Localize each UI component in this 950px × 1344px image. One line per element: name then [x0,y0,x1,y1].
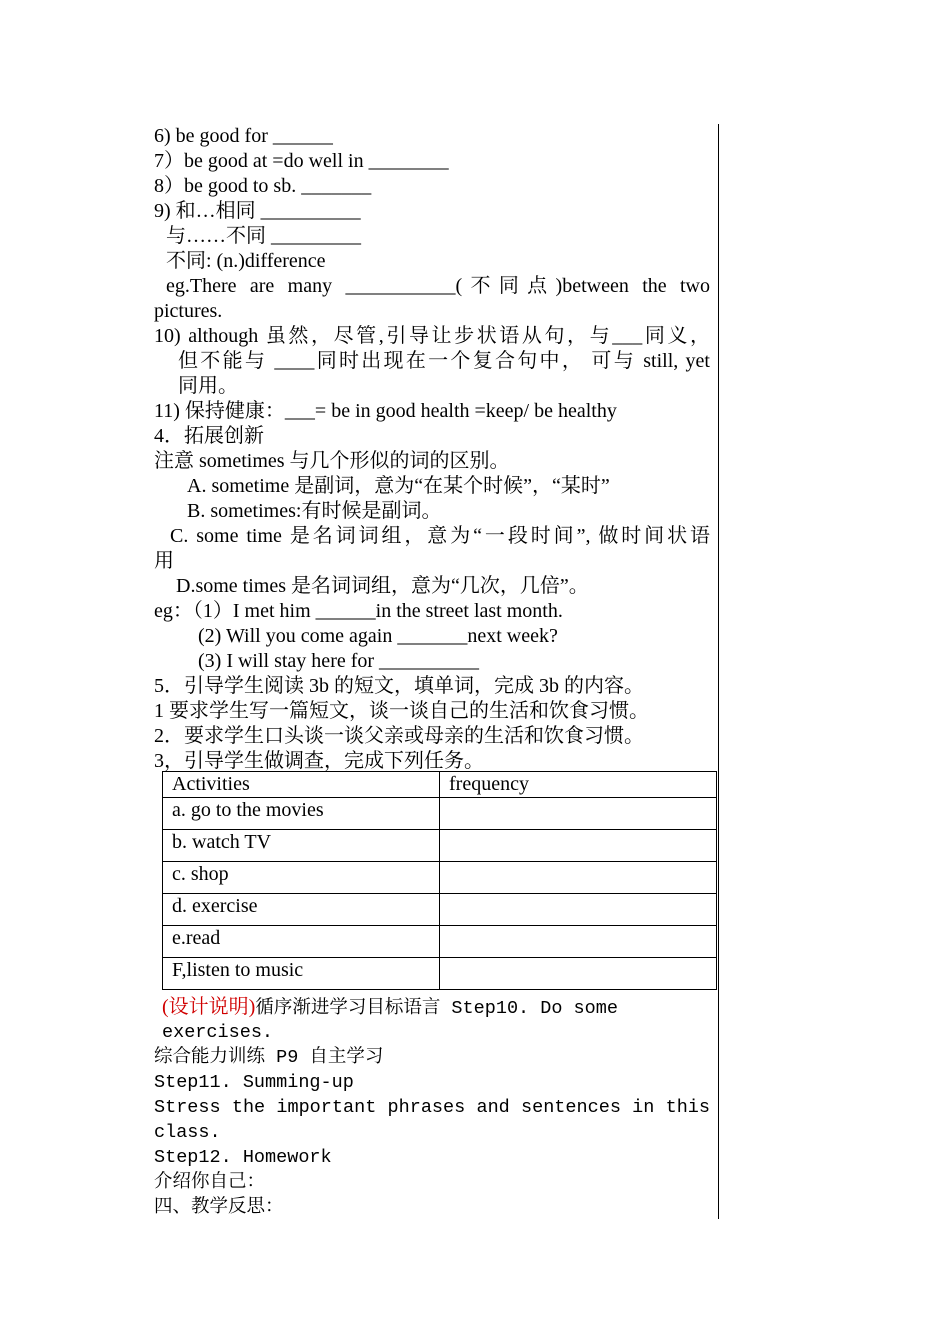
frequency-cell[interactable] [440,830,717,862]
line-9e: pictures. [154,300,223,322]
line-9b: 与……不同 _________ [166,225,361,247]
note-b: B. sometimes:有时候是副词。 [187,500,442,522]
line-11: 11) 保持健康：___= be in good health =keep/ be healthy [154,400,617,422]
activity-cell: a. go to the movies [163,798,440,830]
note-d: D.some times 是名词词组，意为“几次，几倍”。 [176,575,589,597]
reflection-heading: 四、教学反思： [154,1197,284,1218]
frequency-cell[interactable] [440,862,717,894]
table-header-row [163,772,717,798]
table-row [163,958,717,990]
example-3: (3) I will stay here for __________ [198,650,480,672]
design-label: (设计说明) [162,996,256,1018]
header-frequency: frequency [440,772,717,798]
header-activities: Activities [163,772,440,798]
step11-heading: Step11. Summing-up [154,1072,354,1093]
line-10c: 同用。 [178,375,238,397]
task-1: 1 要求学生写一篇短文，谈一谈自己的生活和饮食习惯。 [154,700,649,722]
note-c: C. some time 是名词词组，意为“一段时间”, 做时间状语 [170,525,710,547]
example-2: (2) Will you come again _______next week? [198,625,558,647]
note-a: A. sometime 是副词，意为“在某个时候”，“某时” [187,475,610,497]
stress-line-cont: class. [154,1122,221,1143]
line-9c: 不同: (n.)difference [166,250,326,272]
line-7: 7）be good at =do well in ________ [154,150,449,172]
table-row [163,926,717,958]
note-c2: 用 [154,550,174,572]
stress-line: Stress the important phrases and sentences in this [154,1097,710,1118]
design-note-cont: exercises. [162,1022,274,1043]
frequency-cell[interactable] [440,798,717,830]
line-10b: 但不能与 ____同时出现在一个复合句中， 可与 still, yet [178,350,710,372]
frequency-cell[interactable] [440,926,717,958]
note-heading: 注意 sometimes 与几个形似的词的区别。 [154,450,510,472]
design-text: 循序渐进学习目标语言 Step10. Do some [255,998,618,1019]
table-row [163,894,717,926]
table-row [163,862,717,894]
p9-line: 综合能力训练 P9 自主学习 [154,1047,384,1068]
section-4-heading: 4．拓展创新 [154,425,264,447]
lesson-steps [154,995,710,1220]
line-6: 6) be good for ______ [154,125,333,147]
activities-table [162,771,717,990]
step12-heading: Step12. Homework [154,1147,332,1168]
table-row [163,830,717,862]
line-9: 9) 和…相同 __________ [154,200,361,222]
page-right-border [718,124,719,1219]
activity-cell: F,listen to music [163,958,440,990]
example-1: eg：（1）I met him ______in the street last month. [154,600,563,622]
task-3: 3，引导学生做调查，完成下列任务。 [154,750,484,772]
line-8: 8）be good to sb. _______ [154,175,372,197]
lesson-content [154,124,710,774]
line-10: 10) although 虽然，尽管,引导让步状语从句，与___同义， [154,325,710,347]
line-9d: eg.There are many ___________(不同点)between the two [166,275,710,297]
table-row [163,798,717,830]
activity-cell: e.read [163,926,440,958]
task-2: 2．要求学生口头谈一谈父亲或母亲的生活和饮食习惯。 [154,725,644,747]
frequency-cell[interactable] [440,894,717,926]
activity-cell: d. exercise [163,894,440,926]
activity-cell: b. watch TV [163,830,440,862]
homework-text: 介绍你自己： [154,1172,266,1193]
design-note [154,995,710,1020]
section-5-heading: 5．引导学生阅读 3b 的短文，填单词，完成 3b 的内容。 [154,675,644,697]
activity-cell: c. shop [163,862,440,894]
frequency-cell[interactable] [440,958,717,990]
